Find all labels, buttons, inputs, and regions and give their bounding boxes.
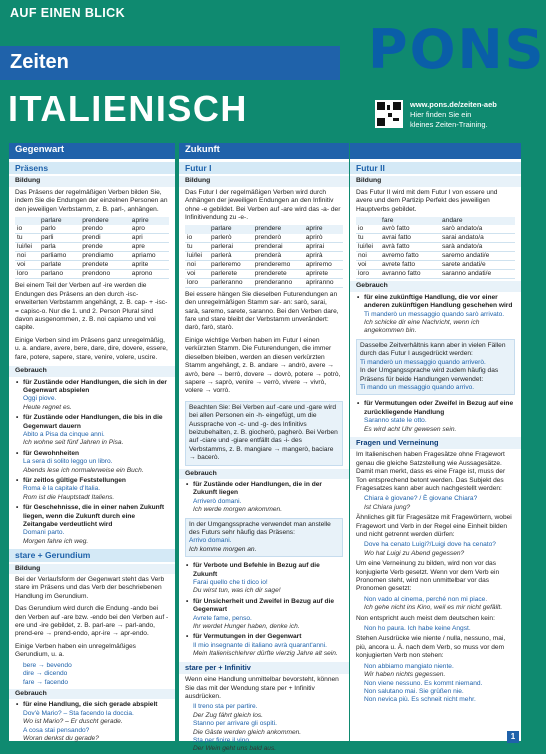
intro-text: Das Präsens der regelmäßigen Verben bilden Sie, indem Sie die Endungen der einzelnen Personen an den jeweiligen Verbstamm, z. B. parl-, anhängen.	[15, 188, 168, 213]
sub-futur-2: Futur II	[350, 162, 521, 174]
example: Arrivo domani.	[189, 537, 232, 545]
usage-item: • für Geschehnisse, die in einer nahen Zukunft liegen, wenn die Zukunft durch eine Zeitangabe verdeutlicht wird	[9, 502, 175, 529]
example: Ti mando un messaggio quando arrivo.	[360, 383, 475, 391]
conjugation-table: parlare prendere aprire io parlo prendo apro tu parli prendi apri lui/lei parla prende apre noi parliamo prendiamo apriamo voi parlate prendete aprite loro parlano prendono aprono	[15, 217, 169, 279]
example: A cosa stai pensando?	[23, 726, 90, 734]
column-zukunft	[179, 143, 349, 753]
note-box	[185, 518, 343, 558]
example: Sta per finire il vino.	[193, 736, 251, 744]
paragraph: Bei einem Teil der Verben auf -ire werden die Endungen des Präsens an den durch -isc- erweiterten Verbstamm angehängt, z. B. cap- + -isc- = capisc-o. Nur die 1. und 2. Person Plural sind davon ausgenommen, z. B. noi capiamo und voi capite.	[15, 282, 168, 332]
table-row: voi avrete fatto sarete andati/e	[356, 261, 515, 270]
translation: Wir haben nichts gegessen.	[364, 671, 446, 679]
label-gebrauch: Gebrauch	[179, 469, 349, 479]
translation: Die Gäste werden gleich ankommen.	[193, 728, 302, 736]
table-row: io avrò fatto sarò andato/a	[356, 225, 515, 234]
list-item: dire → dicendo	[23, 670, 68, 678]
paragraph: Ähnliches gilt für Fragesätze mit Fragewörtern, wobei Fragewort und Verb in der Regel eine Einheit bilden und nicht getrennt werden dürfen:	[356, 514, 512, 538]
translation: Morgen fahre ich weg.	[23, 537, 89, 545]
note-text: In der Umgangssprache wird zudem häufig das Präsens für beide Handlungen verwendet:	[360, 367, 499, 383]
sub-stare-per: stare per + Infinitiv	[179, 662, 349, 674]
example: Il treno sta per partire.	[193, 703, 258, 711]
qr-code-icon[interactable]	[375, 100, 403, 128]
paragraph: Im Italienischen haben Fragesätze ohne Fragewort genau die gleiche Satzstellung wie Aussagesätze. Damit man merkt, dass es eine Frage ist, muss der Ton entsprechend betont werden. Das Subjekt des Fragesatzes kann aber auch nachgestellt werden:	[356, 451, 506, 492]
page-number: 1	[507, 731, 519, 743]
table-row: io parlo prendo apro	[15, 225, 169, 234]
table-row: tu parlerai prenderai aprirai	[185, 242, 343, 251]
example: Avrete fame, penso.	[193, 614, 252, 622]
translation: Ich schicke dir eine Nachricht, wenn ich angekommen bin.	[364, 319, 480, 335]
conjugation-table: fare andare io avrò fatto sarò andato/a tu avrai fatto sarai andato/a lui/lei avrà fatto sarà andato/a noi avremo fatto saremo andati/e voi avrete fatto sarete andati/e loro avranno fatto saranno andati/e	[356, 217, 515, 279]
translation: Ihr werdet Hunger haben, denke ich.	[193, 623, 300, 631]
table-row: loro parleranno prenderanno apriranno	[185, 278, 343, 287]
example: Il mio insegnante di italiano avrà quarant'anni.	[193, 641, 327, 649]
sub-futur-1: Futur I	[179, 162, 349, 174]
page-title: Zeiten	[10, 51, 69, 73]
table-row: voi parlerete prenderete aprirete	[185, 269, 343, 278]
translation: Es wird acht Uhr gewesen sein.	[364, 425, 457, 433]
translation: Ist Chiara jung?	[364, 503, 411, 511]
pons-logo: PONS	[368, 18, 546, 81]
label-bildung: Bildung	[9, 564, 175, 574]
translation: Du wirst tun, was ich dir sage!	[193, 587, 281, 595]
column-gegenwart	[9, 143, 175, 741]
table-row: noi parleremo prenderemo apriremo	[185, 260, 343, 269]
conjugation-table: parlare prendere aprire io parlerò prenderò aprirò tu parlerai prenderai aprirai lui/lei parlerà prenderà aprirà noi parleremo prenderemo apriremo voi parlerete prenderete aprirete loro parleranno prenderanno apriranno	[185, 225, 343, 287]
paragraph: Stehen Ausdrücke wie niente / nulla, nessuno, mai, più, ancora u. Ä. nach dem Verb, so muss vor dem konjugierten Verb non stehen:	[356, 635, 506, 660]
example: Non salutano mai. Sie grüßen nie.	[364, 687, 464, 695]
paragraph: Non entspricht auch meist dem deutschen kein:	[356, 614, 495, 622]
example: La sera di solito leggo un libro.	[23, 458, 113, 466]
example: Ti manderò un messaggio quando arriverò.	[360, 358, 486, 366]
example: Non abbiamo mangiato niente.	[364, 662, 454, 670]
usage-item: • für Unsicherheit und Zweifel in Bezug auf die Gegenwart	[179, 596, 349, 615]
sub-praesens: Präsens	[9, 162, 175, 174]
table-row: io parlerò prenderò aprirò	[185, 234, 343, 243]
example: Saranno state le otto.	[364, 417, 427, 425]
usage-item: • für Zustände oder Handlungen, die sich in der Gegenwart abspielen	[9, 377, 175, 396]
table-row: tu parli prendi apri	[15, 234, 169, 243]
usage-item: • für Zustände oder Handlungen, die in der Zukunft liegen	[179, 479, 349, 498]
example: Arriverò domani.	[193, 497, 242, 505]
translation: Heute regnet es.	[23, 403, 72, 411]
usage-item: • für Verbote und Befehle in Bezug auf die Zukunft	[179, 560, 349, 579]
sub-fragen-verneinung: Fragen und Verneinung	[350, 437, 521, 449]
example: Oggi piove.	[23, 395, 57, 403]
translation: Der Wein geht uns bald aus.	[193, 745, 277, 753]
sub-gerundium: stare + Gerundium	[9, 549, 175, 561]
language-title: ITALIENISCH	[8, 88, 248, 129]
paragraph: Bei essere hängen Sie dieselben Futurendungen an den unregelmäßigen Stamm sar- an: sarò, sarai, sarà, saremo, sarete, saranno. Bei den Verben dare, fare und stare bleibt der Verbstamm unverändert: darò, farò, starò.	[185, 290, 339, 332]
example: Stanno per arrivare gli ospiti.	[193, 720, 277, 728]
example: Non viene nessuno. Es kommt niemand.	[364, 679, 483, 687]
table-row: loro parlano prendono aprono	[15, 270, 169, 279]
usage-item: • für Zustände oder Handlungen, die bis in die Gegenwart dauern	[9, 412, 175, 431]
table-row: noi parliamo prendiamo apriamo	[15, 252, 169, 261]
translation: Rom ist die Hauptstadt Italiens.	[23, 493, 115, 501]
example: Domani parto.	[23, 529, 65, 537]
translation: Ich wohne seit fünf Jahren in Pisa.	[23, 439, 124, 447]
series-label: AUF EINEN BLICK	[10, 6, 126, 20]
paragraph: Das Gerundium wird durch die Endung -ando bei den Verben auf -are bzw. -endo bei den Verben auf -ere und -ire gebildet, z. B. parl-are → parl-ando, prend-ere → prend-endo, apr-ire → apr-endo.	[15, 605, 169, 638]
paragraph: Bei der Verlaufsform der Gegenwart steht das Verb stare im Präsens und das Verb der beschriebenen Handlung im Gerundium.	[15, 576, 165, 600]
translation: Wo ist Mario? – Er duscht gerade.	[23, 718, 123, 726]
table-row: lui/lei avrà fatto sarà andato/a	[356, 243, 515, 252]
promo-url[interactable]: www.pons.de/zeiten-aeb	[410, 100, 497, 109]
paragraph: Einige Verben haben ein unregelmäßiges Gerundium, u. a.	[15, 642, 136, 659]
translation: Ich gehe nicht ins Kino, weil es mir nicht gefällt.	[364, 604, 503, 612]
example: Ti manderò un messaggio quando sarò arrivato.	[364, 310, 505, 318]
list-item: fare → facendo	[23, 678, 69, 686]
example: Abito a Pisa da cinque anni.	[23, 430, 105, 438]
translation: Woran denkst du gerade?	[23, 734, 99, 742]
example: Chiara è giovane? / È giovane Chiara?	[364, 495, 478, 503]
usage-item: • für Gewohnheiten	[9, 448, 175, 458]
table-row: loro avranno fatto saranno andati/e	[356, 270, 515, 279]
table-row: noi avremo fatto saremo andati/e	[356, 252, 515, 261]
example: Non ho paura. Ich habe keine Angst.	[364, 625, 471, 633]
example: Farai quello che ti dico io!	[193, 579, 268, 587]
label-gebrauch: Gebrauch	[9, 689, 175, 699]
promo-text	[410, 100, 497, 130]
note-text: In der Umgangssprache verwendet man anstelle des Futurs sehr häufig das Präsens:	[189, 520, 331, 536]
section-head-zukunft: Zukunft	[179, 143, 349, 159]
example: Non nevica più. Es schneit nicht mehr.	[364, 696, 476, 704]
intro-text: Das Futur II wird mit dem Futur I von essere und avere und dem Partizip Perfekt des jeweiligen Hauptverbs gebildet.	[356, 188, 498, 213]
promo-line-1: Hier finden Sie ein	[410, 110, 472, 119]
paragraph: Einige wichtige Verben haben im Futur I einen verkürzten Stamm. Die Futurendungen, die immer dieselben bleiben, werden an diesen verkürzten Stamm angehängt, z. B. andare → andrò, avere → avrò, bere → berrò, dovere → dovrò, potere → potrò, sapere → saprò, venire → verrò, vivere → vivrò, volere → vorrò.	[185, 336, 341, 395]
usage-item: • für Vermutungen oder Zweifel in Bezug auf eine zurückliegende Handlung	[350, 398, 521, 417]
list-item: bere → bevendo	[23, 661, 72, 669]
table-row: voi parlate prendete aprite	[15, 261, 169, 270]
note-text: Dasselbe Zeitverhältnis kann aber in vielen Fällen durch das Futur I ausgedrückt werden:	[360, 341, 506, 358]
usage-item: • für eine zukünftige Handlung, die vor einer anderen zukünftigen Handlung geschehen wird	[350, 292, 521, 311]
column-futur-2	[350, 143, 521, 741]
intro-text: Das Futur I der regelmäßigen Verben wird durch Anhängen der jeweiligen Endungen an den Infinitiv ohne -e gebildet. Bei Verben auf -are wird das -a- der Infinitivendung zu -e-.	[185, 188, 341, 222]
example: Non vado al cinema, perché non mi piace.	[364, 595, 488, 603]
translation: Wo hat Luigi zu Abend gegessen?	[364, 549, 465, 557]
example: Dov'è Mario? – Sta facendo la doccia.	[23, 709, 134, 717]
promo-line-2: kleines Zeiten-Training.	[410, 120, 488, 129]
label-gebrauch: Gebrauch	[9, 366, 175, 376]
translation: Mein Italienischlehrer dürfte vierzig Jahre alt sein.	[193, 650, 338, 658]
example: Dove ha cenato Luigi?/Luigi dove ha cenato?	[364, 541, 496, 549]
paragraph: Um eine Verneinung zu bilden, wird non vor das konjugierte Verb gesetzt. Wenn vor dem Verb ein Pronomen steht, wird non unmittelbar vor das Pronomen gesetzt:	[356, 560, 500, 593]
usage-item: • für eine Handlung, die sich gerade abspielt	[9, 699, 175, 709]
table-row: lui/lei parlerà prenderà aprirà	[185, 251, 343, 260]
example: Roma è la capitale d'Italia.	[23, 485, 101, 493]
translation: Abends lese ich normalerweise ein Buch.	[23, 466, 144, 474]
label-bildung: Bildung	[9, 176, 175, 186]
translation: Ich komme morgen an.	[189, 545, 257, 553]
paragraph: Einige Verben sind im Präsens ganz unregelmäßig, u. a. andare, avere, bere, dare, dire, dovere, essere, fare, potere, sapere, stare, venire, volere, uscire.	[15, 336, 168, 361]
label-bildung: Bildung	[179, 176, 349, 186]
usage-item: • für Vermutungen in der Gegenwart	[179, 631, 349, 641]
paragraph: Wenn eine Handlung unmittelbar bevorsteht, können Sie das mit der Wendung stare per + Infinitiv ausdrücken.	[185, 676, 339, 700]
label-bildung: Bildung	[350, 176, 521, 186]
section-head-spacer	[350, 143, 521, 159]
label-gebrauch: Gebrauch	[350, 281, 521, 291]
usage-item: • für zeitlos gültige Feststellungen	[9, 475, 175, 485]
section-head-gegenwart: Gegenwart	[9, 143, 175, 159]
header-band	[0, 0, 546, 135]
translation: Der Zug fährt gleich los.	[193, 711, 263, 719]
translation: Ich werde morgen ankommen.	[193, 506, 283, 514]
table-row: tu avrai fatto sarai andato/a	[356, 234, 515, 243]
note-box: Beachten Sie: Bei Verben auf -care und -gare wird bei allen Personen ein -h- eingefügt, um die Aussprache von -c- und -g- des Infinitivs beizubehalten, z. B. giocherò, pagherò. Bei Verben auf -ciare und -giare entfällt das -i- des Verbstamms, z. B. mangiare → mangerò, baciare → bacerò.	[185, 401, 343, 466]
note-box	[356, 339, 515, 395]
table-row: lui/lei parla prende apre	[15, 243, 169, 252]
